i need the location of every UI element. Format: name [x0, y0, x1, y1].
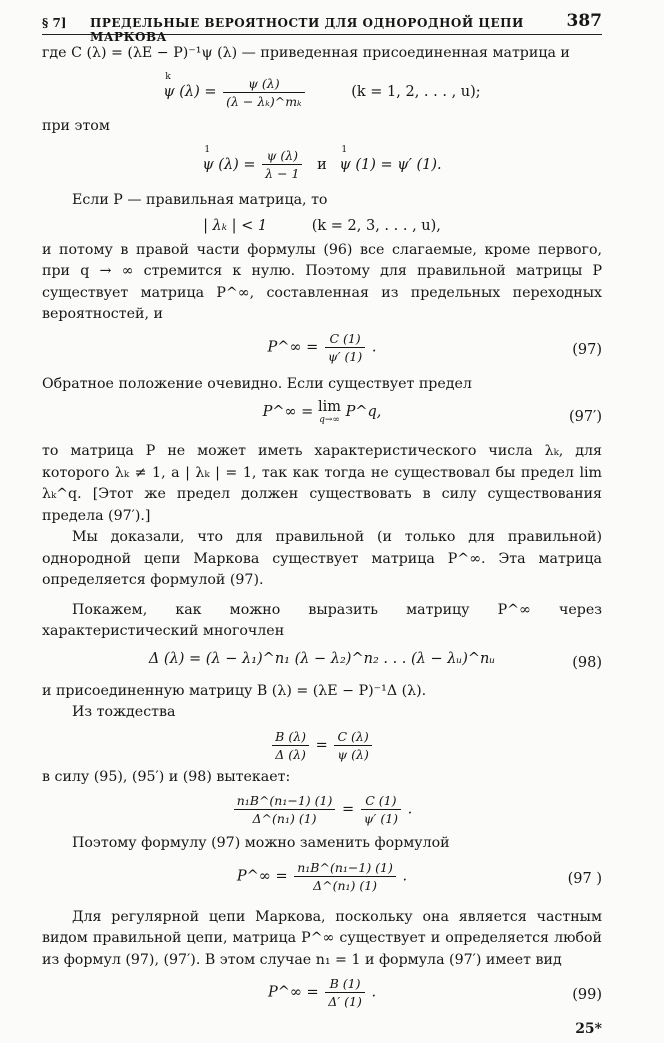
- overscript: k: [165, 72, 171, 82]
- fraction: [272, 728, 309, 763]
- paragraph: Поэтому формулу (97) можно заменить формулой: [72, 835, 450, 851]
- fraction: [325, 330, 365, 365]
- equation-identity: $\frac{B (\lambda)}{\Delta (\lambda)}$ = $\frac{C (\lambda)}{\psi (\lambda)}$: [42, 728, 602, 763]
- denominator: Δ′ (1): [328, 994, 362, 1009]
- denominator: ψ (λ): [337, 746, 369, 762]
- page-number: 387: [566, 11, 602, 31]
- paragraph: Для регулярной цепи Маркова, поскольку она является частным видом правильной цепи, матрица P^∞ существует и определяется любой из формул (97), (97′). В этом случае n₁ = 1 и формула (97′) имеет вид: [42, 908, 602, 968]
- fraction: [294, 859, 396, 894]
- equation-psi-1: [42, 144, 602, 182]
- running-title: ПРЕДЕЛЬНЫЕ ВЕРОЯТНОСТИ ДЛЯ ОДНОРОДНОЙ ЦЕПИ МАРКОВА: [90, 16, 524, 44]
- fraction: [361, 792, 401, 827]
- numerator: C (λ): [334, 728, 371, 746]
- equation-98: Δ (λ) = (λ − λ₁)^n₁ (λ − λ₂)^n₂ . . . (λ − λᵤ)^nᵤ (98): [148, 650, 602, 671]
- equation-psi-k: [42, 72, 602, 110]
- paragraph: то матрица P не может иметь характеристического числа λₖ, для которого λₖ ≠ 1, а | λₖ | = 1, так как тогда не существовал бы предел lim λₖ^q. [Этот же предел должен существовать в силу существования предела (97′).]: [42, 443, 602, 524]
- denominator: ψ′ (1): [327, 348, 363, 364]
- denominator: λ − 1: [265, 166, 300, 181]
- psi-k-lhs: k ψ (λ) =: [163, 72, 217, 100]
- paragraph: в силу (95), (95′) и (98) вытекает:: [42, 768, 291, 785]
- overscript: 1: [204, 144, 211, 155]
- conjunction: и: [317, 156, 327, 173]
- limit: lim q→∞: [317, 399, 341, 425]
- numerator: ψ (λ): [262, 147, 302, 165]
- paragraph: где C (λ) = (λE − P)⁻¹ψ (λ) — приведенная присоединенная матрица и: [42, 45, 570, 61]
- paragraph: Покажем, как можно выразить матрицу P^∞ через характеристический многочлен: [42, 601, 602, 639]
- fraction: [234, 792, 336, 827]
- numerator: n₁B^(n₁−1) (1): [294, 859, 396, 877]
- fraction: [334, 728, 371, 763]
- equation-tag: (97′): [568, 409, 602, 425]
- equation-97: P^∞ = $\frac{C (1)}{\psi' (1)}$ . (97): [267, 330, 602, 364]
- psi-1-rhs: 1 ψ (1) = ψ′ (1).: [339, 144, 442, 173]
- paragraph: Из тождества: [72, 704, 176, 720]
- paragraph: Обратное положение очевидно. Если существует предел: [42, 375, 472, 392]
- denominator: Δ^(n₁) (1): [252, 811, 317, 826]
- fraction: [325, 975, 365, 1010]
- denominator: Δ (λ): [275, 746, 306, 762]
- signature-mark: 25*: [575, 1021, 602, 1037]
- fraction: [223, 75, 304, 110]
- denominator: Δ^(n₁) (1): [313, 877, 378, 893]
- running-header: [42, 8, 602, 44]
- equation-97-alt: P^∞ = $\frac{\text{n₁B\textasciicircum{}(n₁−1) (1)}}{\text{Δ\textasciicircum{}(n₁) (1)}}$ . (97 ): [236, 859, 602, 893]
- equation-condition: (k = 1, 2, . . . , u);: [351, 84, 481, 100]
- denominator: (λ − λₖ)^mₖ: [226, 93, 302, 109]
- paragraph: при этом: [42, 117, 110, 134]
- paragraph: Если P — правильная матрица, то: [72, 192, 328, 208]
- page-footer: [42, 1019, 602, 1043]
- numerator: B (λ): [272, 728, 309, 746]
- numerator: C (1): [361, 792, 401, 810]
- equation-tag: (99): [572, 987, 602, 1003]
- denominator: ψ′ (1): [363, 811, 399, 826]
- equation-result: $\frac{\text{n₁B\textasciicircum{}(n₁−1) (1)}}{\text{Δ\textasciicircum{}(n₁) (1)}}$ = $\frac{C (1)}{\psi' (1)}$ .: [42, 792, 602, 827]
- equation-99: P^∞ = $\frac{B (1)}{\Delta' (1)}$ . (99): [267, 976, 602, 1009]
- section-marker: § 7]: [42, 16, 67, 30]
- fraction: [262, 147, 302, 182]
- numerator: n₁B^(n₁−1) (1): [234, 792, 336, 810]
- paragraph: Мы доказали, что для правильной (и только для правильной) однородной цепи Маркова существует матрица P^∞. Эта матрица определяется формулой (97).: [42, 529, 602, 588]
- equation-97-prime: P^∞ = lim q→∞ P^q, (97′): [262, 399, 602, 425]
- page: [42, 8, 602, 1043]
- equation-tag: (98): [572, 654, 602, 671]
- psi-1-lhs: 1 ψ (λ) =: [202, 144, 256, 173]
- equation-eigen-bound: | λₖ | < 1 (k = 2, 3, . . . , u),: [203, 217, 441, 234]
- numerator: ψ (λ): [223, 75, 304, 93]
- paragraph: и потому в правой части формулы (96) все слагаемые, кроме первого, при q → ∞ стремится к нулю. Поэтому для правильной матрицы P существует матрица P^∞, составленная из предельных переходных вероятностей, и: [42, 241, 602, 322]
- equation-tag: (97): [572, 341, 602, 358]
- numerator: B (1): [325, 975, 365, 993]
- equation-tag: (97 ): [567, 870, 602, 887]
- paragraph: и присоединенную матрицу B (λ) = (λE − P)⁻¹Δ (λ).: [42, 682, 427, 699]
- overscript: 1: [341, 144, 348, 155]
- numerator: C (1): [325, 330, 365, 348]
